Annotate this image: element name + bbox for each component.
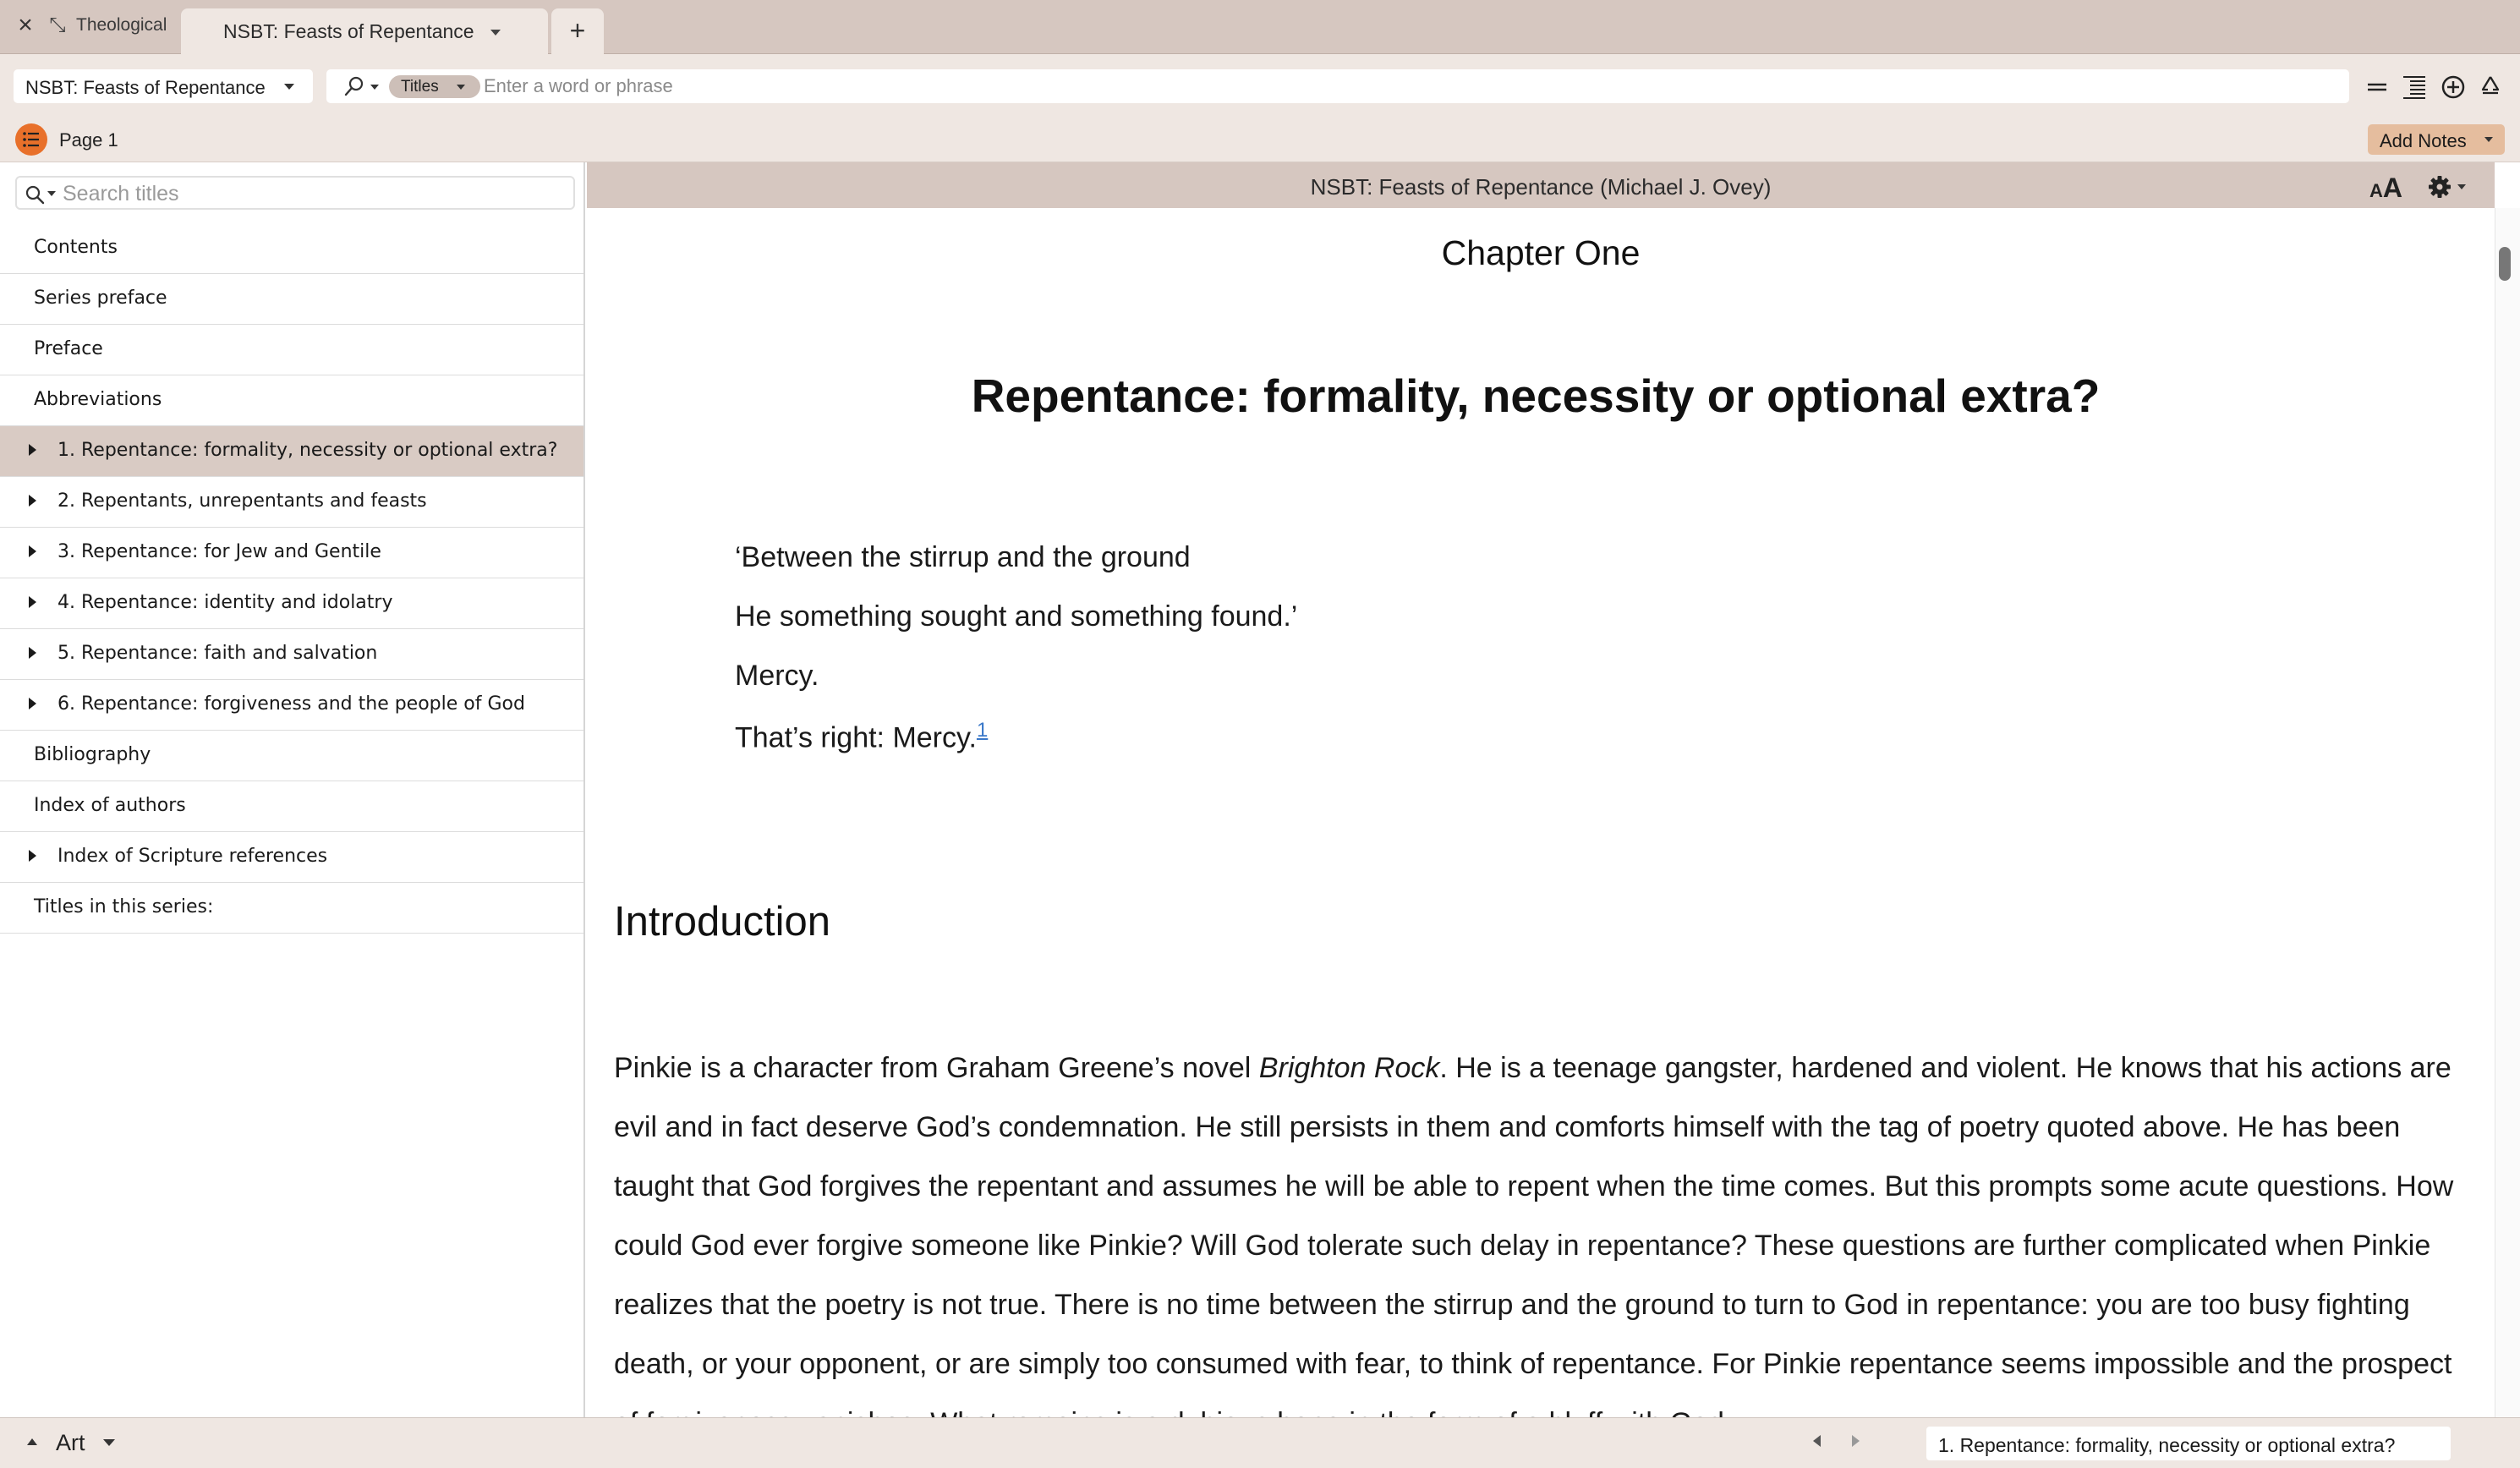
chevron-down-icon	[284, 84, 294, 90]
toc-item-label: 6. Repentance: forgiveness and the people of God	[58, 693, 525, 715]
toc-item-label: 3. Repentance: for Jew and Gentile	[58, 541, 381, 562]
reader-header	[587, 162, 2495, 208]
toc-list-icon[interactable]	[15, 123, 47, 156]
resource-selector-label: NSBT: Feasts of Repentance	[25, 77, 266, 98]
chevron-down-icon[interactable]	[490, 30, 501, 36]
close-icon[interactable]: ×	[18, 11, 33, 39]
toc-item-label: Abbreviations	[34, 389, 162, 410]
expand-triangle-icon[interactable]	[29, 444, 36, 456]
search-icon[interactable]	[342, 74, 367, 98]
toc-item-label: Index of Scripture references	[58, 846, 328, 867]
footnote-link[interactable]: 1	[976, 719, 989, 742]
expand-triangle-icon[interactable]	[29, 647, 36, 659]
list-align-icon[interactable]	[2400, 73, 2429, 101]
search-input[interactable]	[484, 73, 2327, 100]
new-tab-button[interactable]: +	[551, 8, 604, 54]
search-box	[326, 69, 2349, 103]
search-scope-label: Titles	[401, 78, 439, 96]
chapter-label: Chapter One	[1441, 233, 1641, 272]
toc-item[interactable]	[0, 578, 583, 629]
expand-triangle-icon[interactable]	[29, 596, 36, 608]
toc-item[interactable]	[0, 883, 583, 934]
epigraph	[735, 541, 1297, 778]
toc-item-label: 2. Repentants, unrepentants and feasts	[58, 490, 427, 512]
next-icon[interactable]	[1852, 1435, 1860, 1447]
toc-item-label: Titles in this series:	[34, 896, 214, 917]
search-scope-pill[interactable]	[389, 75, 480, 98]
toc-item-label: Contents	[34, 237, 118, 258]
toc-item[interactable]	[0, 781, 583, 832]
tab-bar	[0, 0, 2520, 54]
toc-item[interactable]	[0, 274, 583, 325]
page-number: Page 1	[59, 129, 118, 151]
toolbar	[0, 54, 2520, 117]
toc-item-label: 5. Repentance: faith and salvation	[58, 643, 378, 664]
chevron-up-icon[interactable]	[27, 1438, 37, 1445]
epigraph-line: ‘Between the stirrup and the ground	[735, 541, 1191, 573]
toc-item-label: Series preface	[34, 288, 167, 309]
epigraph-line: Mercy.	[735, 660, 819, 692]
font-size-icon[interactable]: AA	[2369, 173, 2402, 203]
add-notes-button[interactable]	[2368, 124, 2505, 155]
chevron-down-icon[interactable]	[47, 191, 56, 196]
tab-theological[interactable]: Theological	[76, 15, 167, 35]
toc-item[interactable]	[0, 477, 583, 528]
toc-item-label: 1. Repentance: formality, necessity or optional extra?	[58, 440, 558, 461]
chevron-down-icon	[457, 85, 465, 90]
expand-icon[interactable]: ⤡	[49, 14, 66, 36]
expand-triangle-icon[interactable]	[29, 698, 36, 709]
epigraph-line: He something sought and something found.’	[735, 600, 1298, 633]
current-location-label: 1. Repentance: formality, necessity or optional extra?	[1938, 1434, 2396, 1456]
resource-title: NSBT: Feasts of Repentance (Michael J. Ovey)	[1310, 174, 1772, 200]
search-titles-input[interactable]	[63, 181, 570, 206]
toc-item[interactable]	[0, 223, 583, 274]
chapter-title: Repentance: formality, necessity or optional extra?	[971, 370, 2101, 422]
tab-active-label: NSBT: Feasts of Repentance	[223, 20, 474, 42]
current-location[interactable]	[1926, 1427, 2451, 1460]
panel-lines-icon[interactable]	[2363, 73, 2391, 101]
toc-item-label: 4. Repentance: identity and idolatry	[58, 592, 393, 613]
toc-item[interactable]	[0, 629, 583, 680]
reader-pane	[587, 208, 2495, 1417]
toc-item[interactable]	[0, 731, 583, 781]
epigraph-line-last: That’s right: Mercy.$^1$	[735, 719, 989, 754]
toc-item[interactable]	[0, 375, 583, 426]
section-heading: Introduction	[614, 899, 831, 945]
chevron-down-icon	[2484, 137, 2493, 142]
expand-triangle-icon[interactable]	[29, 850, 36, 862]
chevron-down-icon[interactable]	[2457, 184, 2466, 189]
resource-selector[interactable]	[14, 69, 313, 103]
body-paragraph: Pinkie is a character from Graham Greene’s novel Brighton Rock. He is a teenage gangster, hardened and violent. He knows that his actions are evil and in fact deserve God’s condemnation. He still persists in them and comforts himself with the tag of poetry quoted above. He has been taught that God forgives the repentant and assumes he will be able to repent when the time comes. But this prompts some acute questions. How could God ever forgive someone like Pinkie? Will God tolerate such delay in repentance? These questions are further complicated when Pinkie realizes that the poetry is not true. There is no time between the stirrup and the ground to turn to God in repentance: you are too busy fighting death, or your opponent, or are simply too consumed with fear, to think of repentance. For Pinkie repentance seems impossible and the prospect	[614, 1052, 2454, 1380]
toc-item[interactable]	[0, 528, 583, 578]
toc-item-label: Bibliography	[34, 744, 151, 765]
expand-triangle-icon[interactable]	[29, 495, 36, 507]
page-bar	[0, 117, 2520, 162]
status-bar	[0, 1417, 2520, 1468]
title-search	[15, 176, 575, 210]
gear-icon[interactable]	[2427, 174, 2452, 200]
toc-item[interactable]	[0, 680, 583, 731]
toc-item-label: Preface	[34, 338, 103, 359]
chevron-down-icon[interactable]	[103, 1439, 115, 1446]
add-notes-label: Add Notes	[2380, 130, 2467, 151]
scrollbar[interactable]	[2495, 208, 2520, 1417]
tab-active[interactable]	[181, 8, 548, 54]
previous-icon[interactable]	[1813, 1435, 1821, 1447]
toc-item[interactable]	[0, 832, 583, 883]
toc-sidebar	[0, 162, 585, 1417]
recycle-icon[interactable]	[2476, 73, 2505, 101]
add-circle-icon[interactable]	[2439, 73, 2468, 101]
scrollbar-thumb[interactable]	[2499, 247, 2511, 281]
search-icon[interactable]	[24, 184, 46, 205]
panel-selector-label[interactable]: Art	[56, 1430, 85, 1455]
toc-list	[0, 223, 583, 934]
toc-item[interactable]	[0, 325, 583, 375]
expand-triangle-icon[interactable]	[29, 545, 36, 557]
book-title: Brighton Rock	[1258, 1052, 1440, 1084]
chevron-down-icon[interactable]	[370, 85, 379, 90]
toc-item[interactable]	[0, 426, 583, 477]
toc-item-label: Index of authors	[34, 795, 186, 816]
